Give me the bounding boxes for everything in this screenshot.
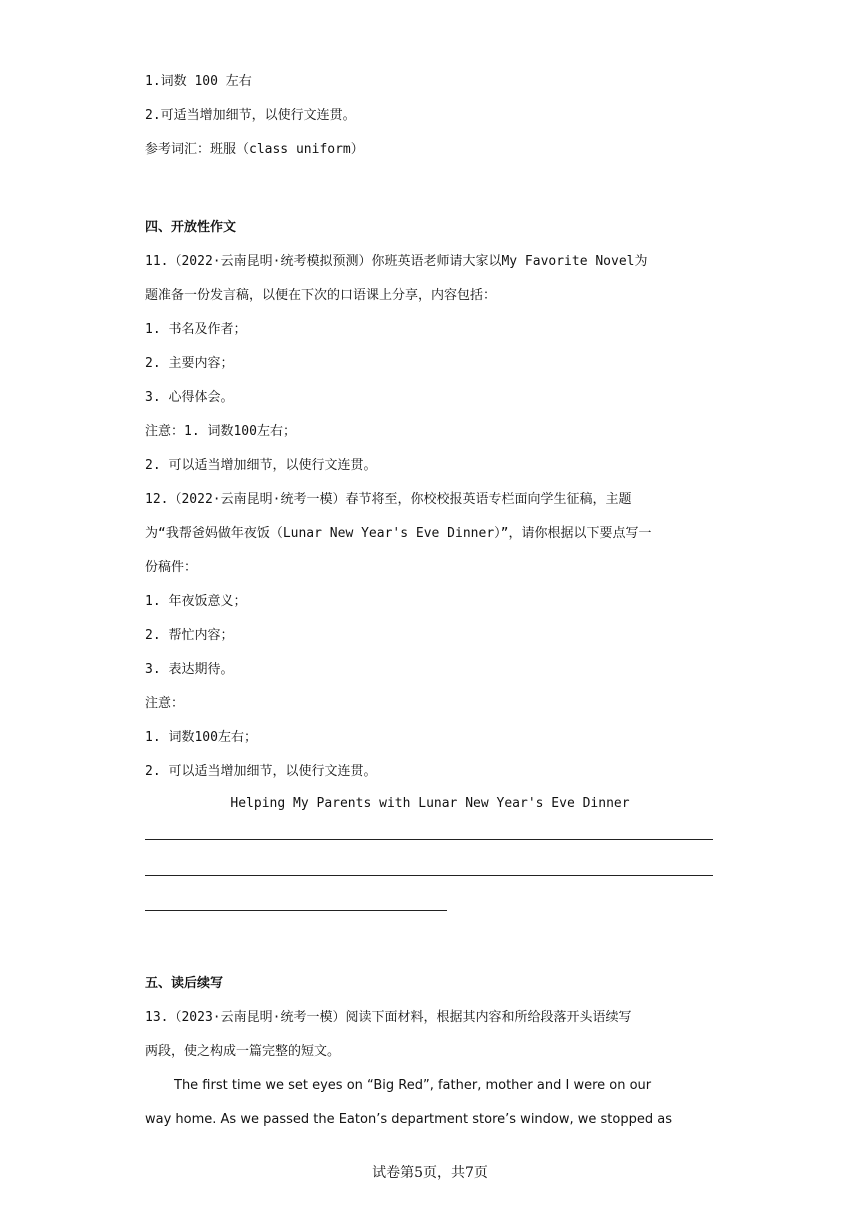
q12-point-1: 1. 年夜饭意义； [145, 594, 247, 609]
q11-note-2: 2. 可以适当增加细节，以使行文连贯。 [145, 458, 377, 473]
reference-vocab: 参考词汇：班服（class uniform） [145, 142, 364, 157]
q12-note-label: 注意： [145, 696, 185, 711]
q11-point-1: 1. 书名及作者； [145, 322, 247, 337]
q11-note-1: 注意：1. 词数100左右； [145, 424, 296, 439]
q12-note-1: 1. 词数100左右； [145, 730, 257, 745]
answer-line-2[interactable] [145, 875, 713, 876]
q11-point-2: 2. 主要内容； [145, 356, 234, 371]
q12-intro-line-3: 份稿件： [145, 560, 198, 575]
passage-line-2: way home. As we passed the Eaton’s department store’s window, we stopped as [145, 1112, 672, 1127]
q12-note-2: 2. 可以适当增加细节，以使行文连贯。 [145, 764, 377, 779]
q12-intro-line-1: 12.（2022·云南昆明·统考一模）春节将至，你校校报英语专栏面向学生征稿，主题 [145, 492, 632, 507]
q11-intro-line-1: 11.（2022·云南昆明·统考模拟预测）你班英语老师请大家以My Favorite Novel为 [145, 254, 648, 269]
essay-title: Helping My Parents with Lunar New Year's Eve Dinner [230, 796, 630, 811]
requirement-2: 2.可适当增加细节，以使行文连贯。 [145, 108, 356, 123]
q12-point-3: 3. 表达期待。 [145, 662, 234, 677]
section-5-heading: 五、读后续写 [145, 976, 224, 991]
q11-intro-line-2: 题准备一份发言稿，以便在下次的口语课上分享，内容包括： [145, 288, 497, 303]
q13-intro-line-2: 两段，使之构成一篇完整的短文。 [145, 1044, 341, 1059]
q12-intro-line-2: 为“我帮爸妈做年夜饭（Lunar New Year's Eve Dinner）”，请你根据以下要点写一 [145, 526, 652, 541]
answer-line-1[interactable] [145, 839, 713, 840]
passage-line-1: The first time we set eyes on “Big Red”, father, mother and I were on our [174, 1078, 652, 1093]
requirement-1: 1.词数 100 左右 [145, 74, 252, 89]
answer-line-3[interactable] [145, 910, 447, 911]
q11-point-3: 3. 心得体会。 [145, 390, 234, 405]
section-4-heading: 四、开放性作文 [145, 220, 237, 235]
q13-intro-line-1: 13.（2023·云南昆明·统考一模）阅读下面材料，根据其内容和所给段落开头语续写 [145, 1010, 632, 1025]
q12-point-2: 2. 帮忙内容； [145, 628, 234, 643]
page-footer: 试卷第5页，共7页 [372, 1165, 488, 1181]
